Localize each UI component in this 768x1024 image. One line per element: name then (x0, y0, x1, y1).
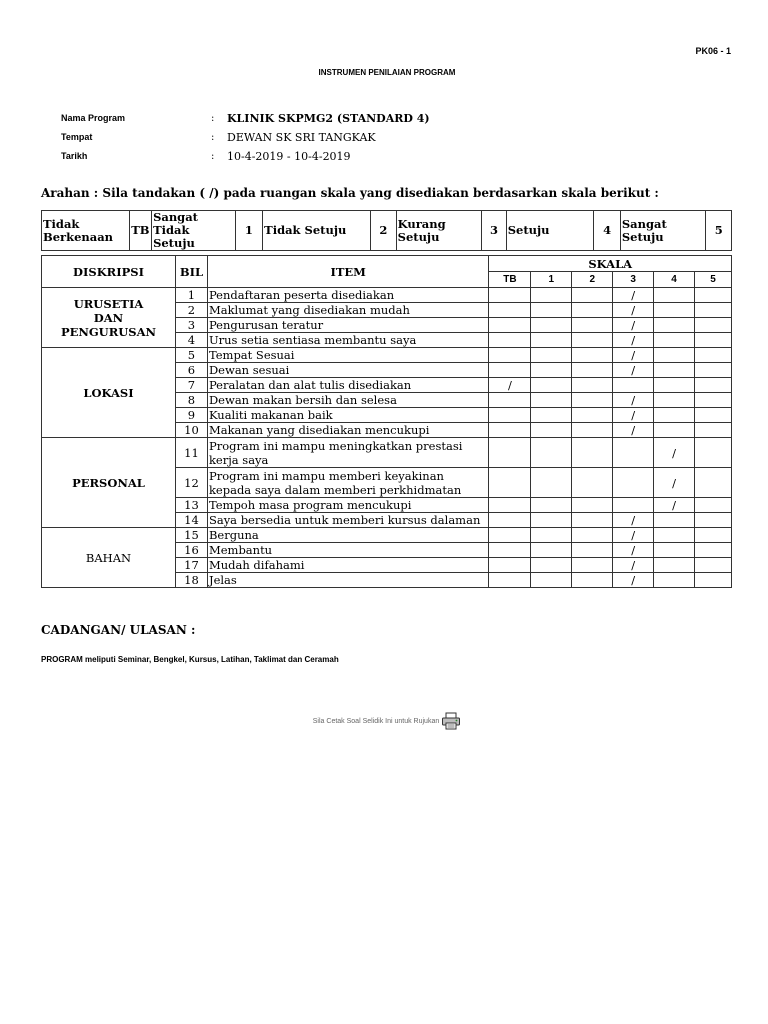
scale-cell[interactable] (572, 528, 613, 543)
scale-col-header: 5 (695, 272, 732, 288)
scale-cell[interactable] (572, 303, 613, 318)
row-bil: 6 (175, 363, 207, 378)
table-row (42, 348, 732, 363)
page-title: INSTRUMEN PENILAIAN PROGRAM (318, 68, 456, 77)
scale-cell[interactable] (489, 438, 531, 468)
form-code: PK06 - 1 (695, 46, 731, 56)
scale-cell[interactable]: / (613, 363, 654, 378)
instruction-text: Arahan : Sila tandakan ( /) pada ruangan skala yang disediakan berdasarkan skala berikut : (41, 186, 659, 200)
scale-cell[interactable]: / (613, 348, 654, 363)
scale-cell[interactable] (489, 513, 531, 528)
row-item: Saya bersedia untuk memberi kursus dalaman (207, 513, 489, 528)
scale-cell[interactable] (489, 288, 531, 303)
scale-cell[interactable] (531, 408, 572, 423)
scale-cell[interactable]: / (613, 333, 654, 348)
scale-cell[interactable] (695, 408, 732, 423)
row-item: Program ini mampu memberi keyakinan kepada saya dalam memberi perkhidmatan (207, 468, 489, 498)
scale-cell[interactable] (613, 498, 654, 513)
scale-cell[interactable] (572, 543, 613, 558)
scale-cell[interactable] (654, 573, 695, 588)
scale-cell[interactable] (695, 558, 732, 573)
scale-cell[interactable] (695, 333, 732, 348)
scale-cell[interactable]: / (654, 468, 695, 498)
header-bil: BIL (175, 256, 207, 288)
scale-cell[interactable]: / (489, 378, 531, 393)
scale-cell[interactable] (572, 513, 613, 528)
scale-cell[interactable] (572, 498, 613, 513)
scale-cell[interactable] (654, 363, 695, 378)
scale-cell[interactable] (695, 468, 732, 498)
scale-cell[interactable]: / (613, 558, 654, 573)
scale-cell[interactable] (695, 573, 732, 588)
scale-cell[interactable] (695, 438, 732, 468)
scale-cell[interactable] (654, 543, 695, 558)
scale-cell[interactable] (695, 498, 732, 513)
scale-cell[interactable] (695, 303, 732, 318)
scale-cell[interactable] (489, 393, 531, 408)
info-colon: : (211, 112, 215, 124)
scale-cell[interactable] (489, 573, 531, 588)
row-bil: 16 (175, 543, 207, 558)
row-bil: 15 (175, 528, 207, 543)
print-link-text[interactable]: Sila Cetak Soal Selidik Ini untuk Rujukan (312, 717, 440, 725)
table-row (42, 288, 732, 303)
info-colon: : (211, 131, 215, 143)
scale-cell[interactable] (654, 423, 695, 438)
row-bil: 9 (175, 408, 207, 423)
scale-cell[interactable] (695, 393, 732, 408)
scale-legend-code: 3 (482, 211, 506, 251)
evaluation-table (41, 255, 732, 588)
scale-cell[interactable]: / (654, 438, 695, 468)
scale-legend-table (41, 210, 732, 251)
row-item: Dewan sesuai (207, 363, 489, 378)
scale-cell[interactable] (572, 423, 613, 438)
scale-cell[interactable]: / (613, 303, 654, 318)
scale-cell[interactable]: / (613, 423, 654, 438)
scale-cell[interactable] (531, 543, 572, 558)
scale-cell[interactable]: / (613, 573, 654, 588)
scale-cell[interactable] (695, 348, 732, 363)
row-item: Maklumat yang disediakan mudah (207, 303, 489, 318)
scale-cell[interactable] (572, 378, 613, 393)
info-row-tempat (61, 128, 376, 146)
scale-cell[interactable] (572, 288, 613, 303)
scale-legend-code: 1 (235, 211, 263, 251)
row-item: Berguna (207, 528, 489, 543)
scale-cell[interactable] (572, 573, 613, 588)
info-label: Tarikh (61, 151, 88, 161)
section-label: LOKASI (42, 348, 176, 438)
scale-legend-label: Kurang Setuju (396, 211, 482, 251)
scale-cell[interactable]: / (613, 528, 654, 543)
scale-cell[interactable] (489, 558, 531, 573)
scale-cell[interactable] (531, 378, 572, 393)
scale-col-header: 3 (613, 272, 654, 288)
scale-cell[interactable] (489, 408, 531, 423)
section-label: BAHAN (42, 528, 176, 588)
scale-cell[interactable]: / (613, 318, 654, 333)
scale-cell[interactable] (654, 333, 695, 348)
scale-cell[interactable] (654, 318, 695, 333)
row-item: Tempoh masa program mencukupi (207, 498, 489, 513)
header-item: ITEM (207, 256, 489, 288)
row-item: Pendaftaran peserta disediakan (207, 288, 489, 303)
scale-cell[interactable] (572, 558, 613, 573)
row-bil: 4 (175, 333, 207, 348)
row-item: Peralatan dan alat tulis disediakan (207, 378, 489, 393)
scale-cell[interactable] (613, 438, 654, 468)
scale-cell[interactable] (531, 573, 572, 588)
table-row (42, 528, 732, 543)
info-value-program: KLINIK SKPMG2 (STANDARD 4) (227, 111, 430, 125)
scale-cell[interactable] (531, 303, 572, 318)
scale-cell[interactable] (654, 303, 695, 318)
scale-col-header: 4 (654, 272, 695, 288)
print-link[interactable] (0, 712, 768, 730)
row-bil: 10 (175, 423, 207, 438)
row-bil: 18 (175, 573, 207, 588)
section-label: PERSONAL (42, 438, 176, 528)
scale-cell[interactable] (531, 513, 572, 528)
scale-cell[interactable] (531, 468, 572, 498)
scale-cell[interactable] (695, 423, 732, 438)
row-item: Membantu (207, 543, 489, 558)
scale-cell[interactable] (531, 363, 572, 378)
row-bil: 8 (175, 393, 207, 408)
row-bil: 5 (175, 348, 207, 363)
scale-cell[interactable]: / (613, 408, 654, 423)
scale-cell[interactable] (654, 288, 695, 303)
row-item: Dewan makan bersih dan selesa (207, 393, 489, 408)
scale-legend-label: Sangat Tidak Setuju (152, 211, 236, 251)
scale-cell[interactable] (613, 468, 654, 498)
table-body (42, 288, 732, 588)
scale-cell[interactable] (654, 408, 695, 423)
scale-cell[interactable] (695, 378, 732, 393)
scale-legend-label: Tidak Setuju (263, 211, 371, 251)
scale-cell[interactable] (695, 318, 732, 333)
info-row-nama-program (61, 109, 430, 127)
scale-cell[interactable] (572, 348, 613, 363)
scale-cell[interactable] (572, 393, 613, 408)
scale-cell[interactable] (572, 468, 613, 498)
info-colon: : (211, 150, 215, 162)
row-bil: 7 (175, 378, 207, 393)
info-value-tarikh: 10-4-2019 - 10-4-2019 (227, 149, 351, 163)
scale-legend-row (42, 211, 732, 251)
row-item: Makanan yang disediakan mencukupi (207, 423, 489, 438)
scale-cell[interactable] (654, 528, 695, 543)
scale-cell[interactable] (695, 363, 732, 378)
row-item: Pengurusan teratur (207, 318, 489, 333)
scale-cell[interactable] (654, 348, 695, 363)
scale-cell[interactable] (695, 528, 732, 543)
header-skala: SKALA (489, 256, 732, 272)
scale-cell[interactable] (654, 513, 695, 528)
scale-cell[interactable] (572, 408, 613, 423)
scale-col-header: 2 (572, 272, 613, 288)
scale-cell[interactable] (695, 513, 732, 528)
scale-cell[interactable]: / (654, 498, 695, 513)
scale-cell[interactable] (531, 393, 572, 408)
scale-cell[interactable] (489, 528, 531, 543)
info-label: Tempat (61, 132, 93, 142)
scale-col-header: 1 (531, 272, 572, 288)
info-row-tarikh (61, 147, 351, 165)
row-bil: 3 (175, 318, 207, 333)
scale-cell[interactable] (489, 363, 531, 378)
scale-cell[interactable] (572, 318, 613, 333)
info-label: Nama Program (61, 113, 126, 123)
scale-cell[interactable] (489, 303, 531, 318)
scale-cell[interactable] (613, 378, 654, 393)
row-bil: 2 (175, 303, 207, 318)
scale-cell[interactable] (489, 468, 531, 498)
header-diskripsi: DISKRIPSI (42, 256, 176, 288)
row-item: Program ini mampu meningkatkan prestasi kerja saya (207, 438, 489, 468)
program-note: PROGRAM meliputi Seminar, Bengkel, Kursus, Latihan, Taklimat dan Ceramah (41, 655, 339, 664)
scale-cell[interactable] (531, 528, 572, 543)
scale-cell[interactable]: / (613, 513, 654, 528)
scale-cell[interactable] (695, 543, 732, 558)
scale-cell[interactable] (531, 348, 572, 363)
scale-cell[interactable] (531, 438, 572, 468)
row-item: Tempat Sesuai (207, 348, 489, 363)
scale-legend-label: Sangat Setuju (620, 211, 706, 251)
row-item: Mudah difahami (207, 558, 489, 573)
scale-cell[interactable] (531, 318, 572, 333)
scale-cell[interactable] (572, 333, 613, 348)
scale-cell[interactable] (531, 498, 572, 513)
row-bil: 12 (175, 468, 207, 498)
scale-cell[interactable] (489, 498, 531, 513)
printer-icon[interactable] (441, 712, 461, 730)
scale-cell[interactable] (489, 543, 531, 558)
scale-cell[interactable] (531, 333, 572, 348)
scale-cell[interactable] (489, 348, 531, 363)
row-bil: 1 (175, 288, 207, 303)
scale-cell[interactable] (489, 333, 531, 348)
scale-cell[interactable] (572, 363, 613, 378)
scale-legend-code: 4 (594, 211, 620, 251)
row-item: Urus setia sentiasa membantu saya (207, 333, 489, 348)
info-value-tempat: DEWAN SK SRI TANGKAK (227, 130, 376, 144)
scale-legend-code: 2 (371, 211, 396, 251)
row-bil: 14 (175, 513, 207, 528)
scale-legend-label: Setuju (506, 211, 594, 251)
row-bil: 11 (175, 438, 207, 468)
scale-cell[interactable] (695, 288, 732, 303)
row-item: Kualiti makanan baik (207, 408, 489, 423)
scale-cell[interactable] (531, 288, 572, 303)
scale-cell[interactable] (654, 558, 695, 573)
row-item: Jelas (207, 573, 489, 588)
scale-cell[interactable] (572, 438, 613, 468)
scale-legend-label: Tidak Berkenaan (42, 211, 130, 251)
scale-legend-code: 5 (706, 211, 732, 251)
row-bil: 17 (175, 558, 207, 573)
scale-legend-code: TB (129, 211, 151, 251)
table-row (42, 438, 732, 468)
scale-cell[interactable] (654, 393, 695, 408)
scale-cell[interactable] (531, 558, 572, 573)
scale-cell[interactable] (489, 423, 531, 438)
scale-cell[interactable]: / (613, 543, 654, 558)
scale-cell[interactable] (489, 318, 531, 333)
cadangan-heading: CADANGAN/ ULASAN : (41, 623, 196, 637)
scale-cell[interactable] (531, 423, 572, 438)
row-bil: 13 (175, 498, 207, 513)
section-label: URUSETIA DAN PENGURUSAN (42, 288, 176, 348)
scale-cell[interactable]: / (613, 288, 654, 303)
scale-cell[interactable] (654, 378, 695, 393)
scale-cell[interactable]: / (613, 393, 654, 408)
scale-col-header: TB (489, 272, 531, 288)
